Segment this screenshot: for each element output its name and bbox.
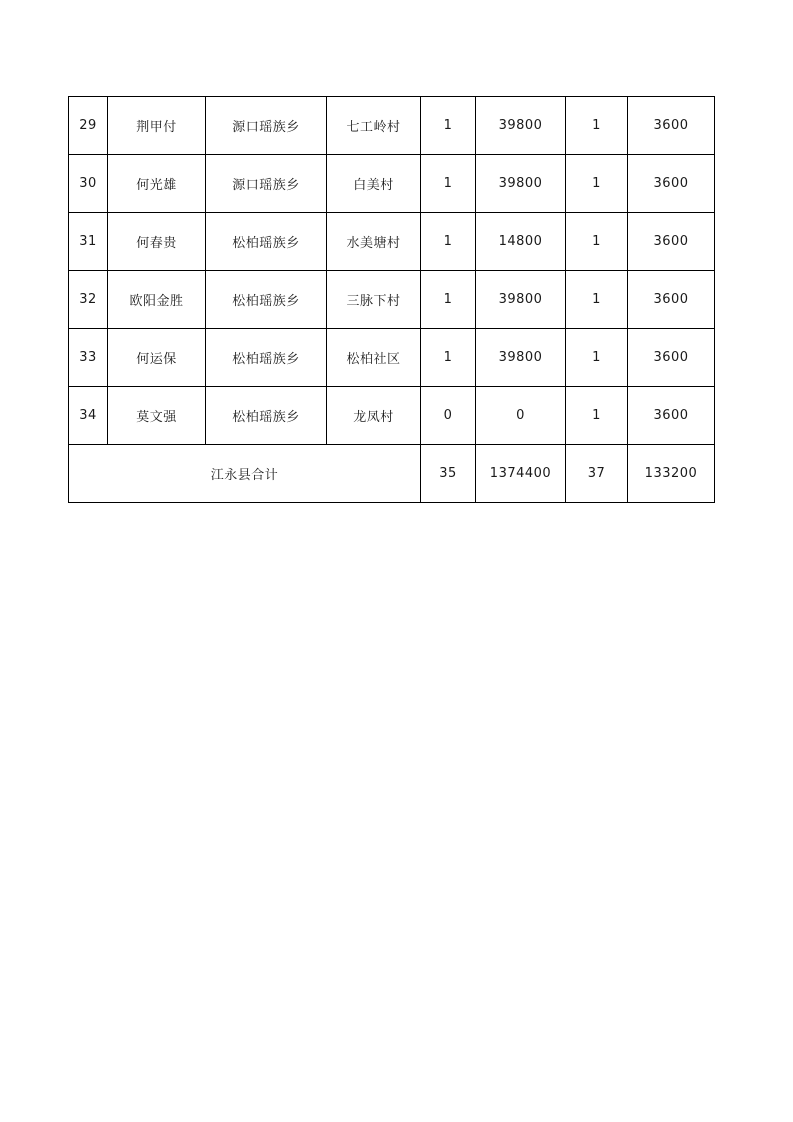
table-row bbox=[69, 97, 715, 155]
table-row bbox=[69, 387, 715, 445]
person-name: 莫文强 bbox=[108, 387, 206, 445]
count-b: 1 bbox=[566, 271, 628, 329]
township-name: 松柏瑶族乡 bbox=[206, 387, 327, 445]
amount-b: 3600 bbox=[628, 97, 715, 155]
count-b: 1 bbox=[566, 213, 628, 271]
row-number: 34 bbox=[69, 387, 108, 445]
person-name: 欧阳金胜 bbox=[108, 271, 206, 329]
amount-b: 3600 bbox=[628, 155, 715, 213]
count-b: 1 bbox=[566, 155, 628, 213]
total-count-b: 37 bbox=[566, 445, 628, 503]
amount-b: 3600 bbox=[628, 213, 715, 271]
amount-a: 39800 bbox=[476, 155, 566, 213]
count-a: 1 bbox=[421, 97, 476, 155]
table-row bbox=[69, 213, 715, 271]
count-a: 1 bbox=[421, 155, 476, 213]
person-name: 何春贵 bbox=[108, 213, 206, 271]
count-b: 1 bbox=[566, 329, 628, 387]
document-page bbox=[68, 96, 715, 503]
row-number: 29 bbox=[69, 97, 108, 155]
village-name: 龙凤村 bbox=[327, 387, 421, 445]
township-name: 松柏瑶族乡 bbox=[206, 329, 327, 387]
total-amount-b: 133200 bbox=[628, 445, 715, 503]
village-name: 三脉下村 bbox=[327, 271, 421, 329]
count-a: 1 bbox=[421, 329, 476, 387]
count-b: 1 bbox=[566, 387, 628, 445]
total-row bbox=[69, 445, 715, 503]
table-row bbox=[69, 271, 715, 329]
row-number: 31 bbox=[69, 213, 108, 271]
amount-b: 3600 bbox=[628, 271, 715, 329]
amount-a: 39800 bbox=[476, 271, 566, 329]
row-number: 30 bbox=[69, 155, 108, 213]
amount-b: 3600 bbox=[628, 329, 715, 387]
amount-a: 14800 bbox=[476, 213, 566, 271]
count-a: 0 bbox=[421, 387, 476, 445]
row-number: 33 bbox=[69, 329, 108, 387]
township-name: 松柏瑶族乡 bbox=[206, 271, 327, 329]
amount-a: 0 bbox=[476, 387, 566, 445]
table-row bbox=[69, 155, 715, 213]
total-amount-a: 1374400 bbox=[476, 445, 566, 503]
township-name: 松柏瑶族乡 bbox=[206, 213, 327, 271]
table-row bbox=[69, 329, 715, 387]
amount-a: 39800 bbox=[476, 329, 566, 387]
village-name: 白美村 bbox=[327, 155, 421, 213]
data-table bbox=[68, 96, 715, 503]
village-name: 松柏社区 bbox=[327, 329, 421, 387]
township-name: 源口瑶族乡 bbox=[206, 97, 327, 155]
person-name: 何光雄 bbox=[108, 155, 206, 213]
village-name: 水美塘村 bbox=[327, 213, 421, 271]
total-count-a: 35 bbox=[421, 445, 476, 503]
amount-b: 3600 bbox=[628, 387, 715, 445]
township-name: 源口瑶族乡 bbox=[206, 155, 327, 213]
person-name: 荆甲付 bbox=[108, 97, 206, 155]
amount-a: 39800 bbox=[476, 97, 566, 155]
village-name: 七工岭村 bbox=[327, 97, 421, 155]
count-b: 1 bbox=[566, 97, 628, 155]
row-number: 32 bbox=[69, 271, 108, 329]
count-a: 1 bbox=[421, 271, 476, 329]
count-a: 1 bbox=[421, 213, 476, 271]
person-name: 何运保 bbox=[108, 329, 206, 387]
total-label: 江永县合计 bbox=[69, 445, 421, 503]
